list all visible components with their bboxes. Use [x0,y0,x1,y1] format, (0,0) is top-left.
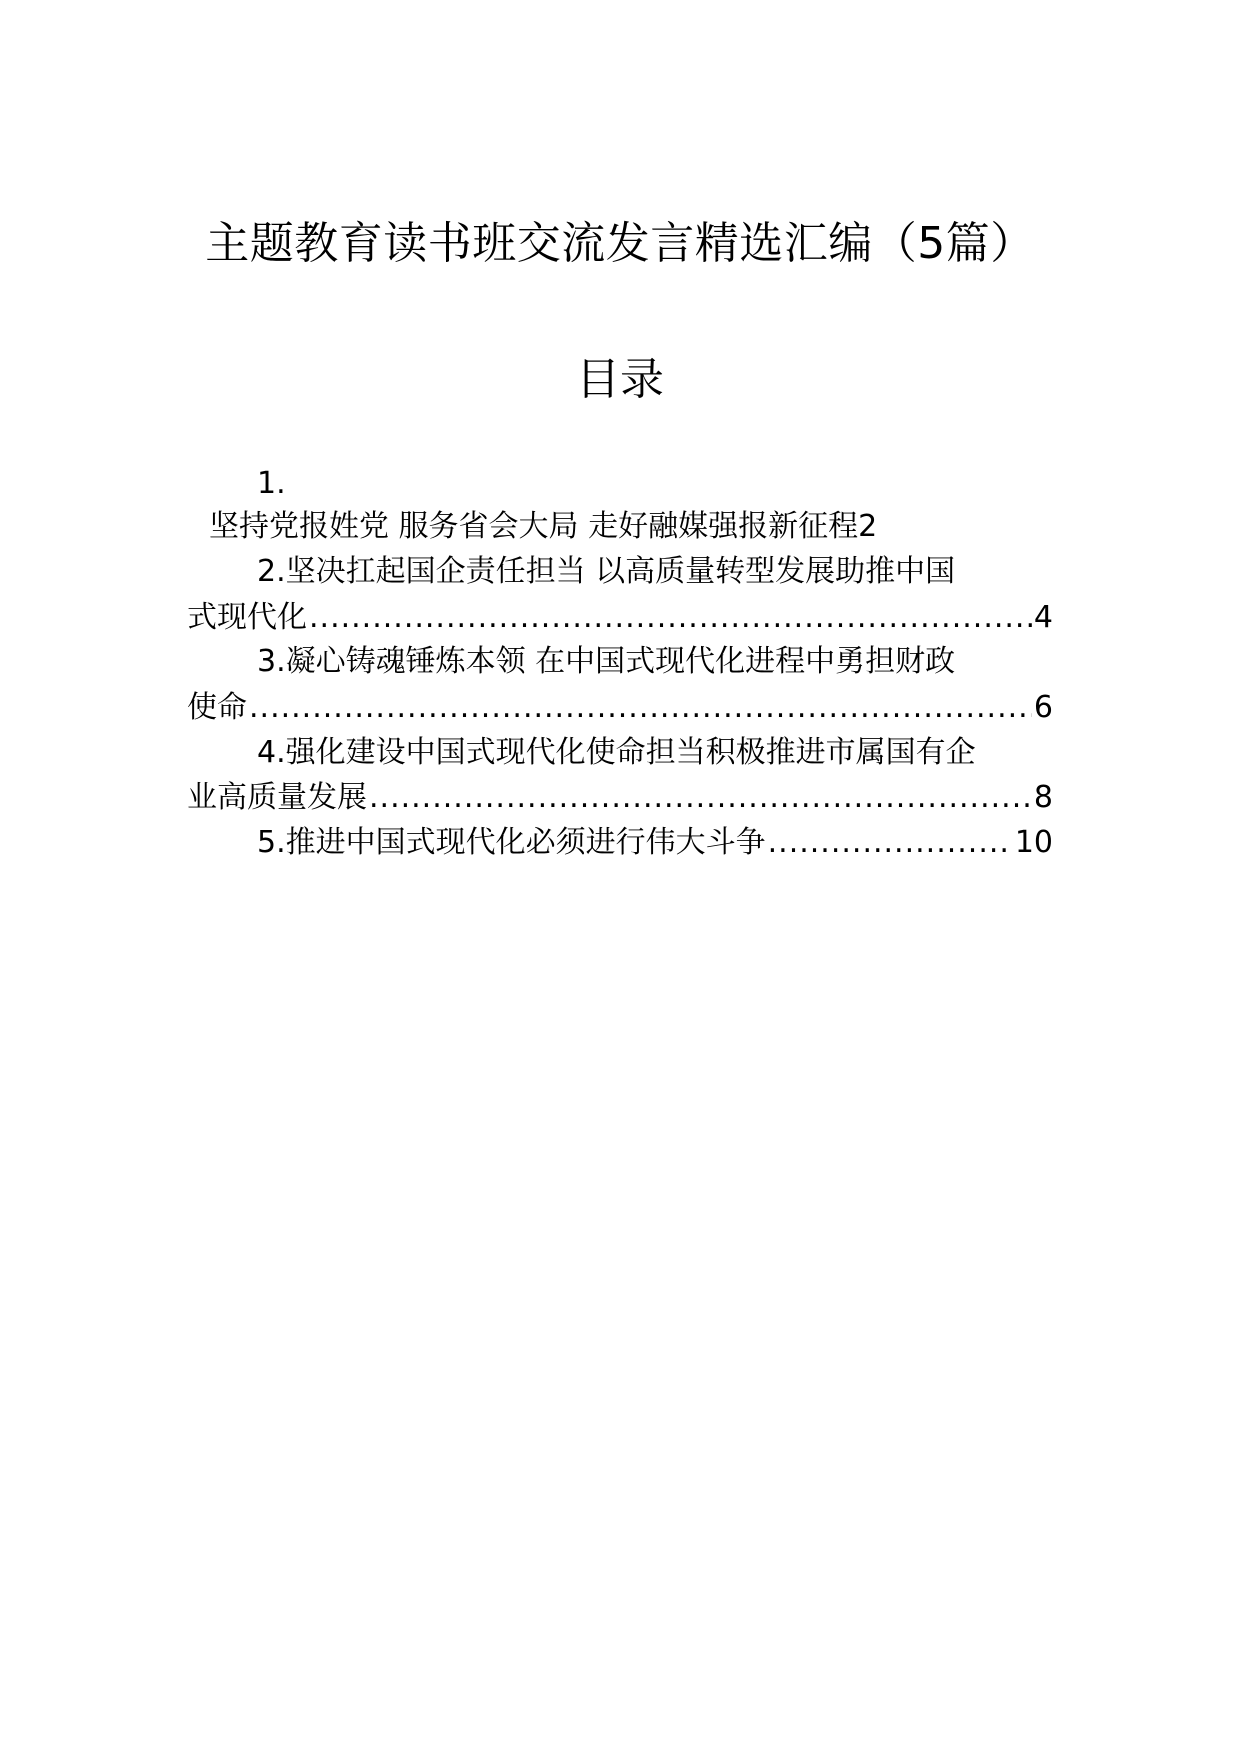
toc-entry-4-title-part-1: 4.强化建设中国式现代化使命担当积极推进市属国有企 [257,735,976,770]
toc-entry-3-title-part-2: 使命 [187,690,247,725]
toc-entry-3-line-1[interactable] [187,640,1053,684]
toc-entry-2-leader [309,596,1032,640]
toc-entry-2-line-1[interactable] [187,550,1053,594]
toc-entry-2-line-2[interactable] [187,596,1053,640]
toc-entry-1-number: 1. [257,466,286,501]
toc-heading: 目录 [576,354,664,405]
toc-entry-5-page: 10 [1014,825,1053,860]
toc-entry-3-leader [249,686,1032,730]
toc-entry-4-line-2[interactable] [187,776,1053,820]
toc-entry-4-title-part-2: 业高质量发展 [187,780,367,815]
toc-entry-1-title-line[interactable] [187,505,1053,549]
toc-entry-1-number-line[interactable] [187,462,1053,506]
toc-entry-3-page: 6 [1033,690,1053,725]
toc-entry-5-title: 5.推进中国式现代化必须进行伟大斗争 [257,825,766,860]
toc-entry-1-page: 2 [858,509,878,544]
toc-entry-4-page: 8 [1033,780,1053,815]
toc-entry-2-title-part-1: 2.坚决扛起国企责任担当 以高质量转型发展助推中国 [257,554,956,589]
toc-entry-3-line-2[interactable] [187,686,1053,730]
toc-entry-2-page: 4 [1033,600,1053,635]
toc-entry-5-line-1[interactable] [187,821,1053,865]
toc-entry-2-title-part-2: 式现代化 [187,600,307,635]
toc-entry-5-leader [768,821,1013,865]
document-title: 主题教育读书班交流发言精选汇编（5篇） [205,218,1035,269]
toc-entry-4-line-1[interactable] [187,731,1053,775]
toc-entry-4-leader [369,776,1032,820]
toc-entry-1-title: 坚持党报姓党 服务省会大局 走好融媒强报新征程 [209,509,859,544]
toc-entry-3-title-part-1: 3.凝心铸魂锤炼本领 在中国式现代化进程中勇担财政 [257,644,956,679]
